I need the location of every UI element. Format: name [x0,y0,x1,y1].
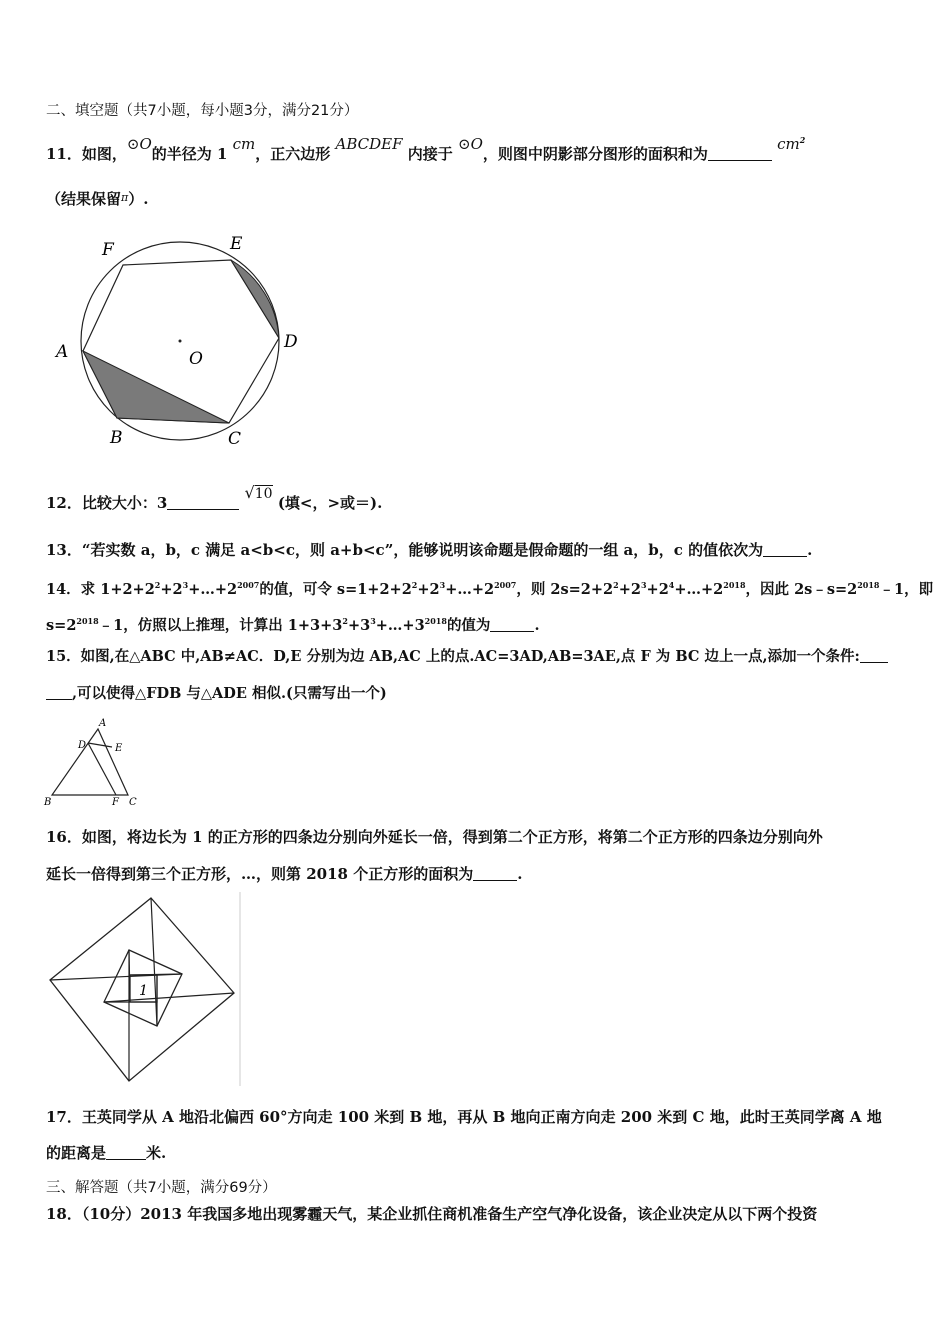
pi-symbol: π [121,191,129,204]
label-c: C [129,797,137,808]
q14-a: 14．求 1+2+2 [46,581,155,598]
question-17-line-1 [46,1107,882,1127]
q14-r: . [534,617,540,634]
question-14-line-2 [46,611,540,636]
q12-tail: (填<，>或＝). [277,494,383,512]
q14-f: +…+2 [445,581,495,598]
q14-n: ﹣1，仿照以上推理，计算出 1+3+3 [98,617,343,634]
segment-df [88,743,116,795]
unit-cm: cm [232,135,256,153]
q14-i: +2 [646,581,669,598]
q14-exp-4: 2 [411,580,418,590]
label-e: E [230,234,243,254]
q17-end: 米. [146,1144,167,1162]
q14-j: +…+2 [674,581,724,598]
q14-h: +2 [618,581,641,598]
q14-exp-12: 2018 [76,616,99,626]
q13-end: . [807,541,813,559]
question-16-line-2 [46,864,522,884]
q14-p: +…+3 [375,617,425,634]
q12-text: 12．比较大小：3 [46,494,168,512]
label-c: C [228,429,242,449]
label-e: E [115,743,123,754]
q17-line1: 17．王英同学从 A 地沿北偏西 60°方向走 100 米到 B 地，再从 B 地向正南方向走 200 米到 C 地，此时王英同学离 A 地 [46,1108,882,1126]
answer-blank-12 [167,495,239,510]
q16-end: . [517,865,523,883]
radicand: 10 [254,486,273,502]
question-15-line-2 [46,684,387,704]
label-a: A [99,718,107,729]
q15-line1: 15．如图,在△ABC 中,AB≠AC．D,E 分别为边 AB,AC 上的点.AC=3AD,AB=3AE,点 F 为 BC 边上一点,添加一个条件: [46,648,860,665]
q14-exp-5: 3 [439,580,446,590]
q14-exp-11: 2018 [857,580,880,590]
question-16-line-1 [46,827,823,847]
label-d: D [284,332,298,352]
question-14-line-1 [46,575,933,600]
q14-exp-3: 2007 [237,580,260,590]
label-1: 1 [139,983,148,999]
answer-blank-11 [708,146,772,161]
question-12 [46,483,383,514]
q14-o: +3 [347,617,371,634]
figure-16-nested-squares [46,892,242,1088]
q14-m: s=2 [46,617,77,634]
hexagon-name: ABCDEF [335,135,403,153]
section-2-heading: 二、填空题（共7小题，每小题3分，满分21分） [46,103,359,119]
answer-blank-14 [490,617,534,632]
radical-sign: √ [244,483,255,502]
q16-line2: 延长一倍得到第三个正方形，…，则第 2018 个正方形的面积为 [46,865,474,883]
q15-line2: ,可以使得△FDB 与△ADE 相似.(只需写出一个) [72,685,387,702]
answer-blank-15b [46,685,72,700]
q14-exp-10: 2018 [723,580,746,590]
question-18: 18．（10分）2013 年我国多地出现雾霾天气，某企业抓住商机准备生产空气净化设备，该企业决定从以下两个投资 [46,1205,818,1223]
question-13 [46,540,812,560]
q11-text-a: 的半径为 1 [151,145,228,163]
label-b: B [44,797,52,808]
sqrt-10 [245,484,273,502]
q11-number: 11．如图， [46,145,127,163]
q11-text-d: ，则图中阴影部分图形的面积和为 [482,145,708,163]
figure-11-hexagon-in-circle [50,230,310,450]
unit-cm2-exponent: 2 [799,135,806,145]
q14-exp-1: 2 [154,580,161,590]
q14-d: 的值，可令 s=1+2+2 [259,581,412,598]
answer-blank-15a [860,648,888,663]
shaded-triangle-abc [83,351,229,423]
q14-exp-13: 2 [342,616,348,626]
label-a: A [56,342,69,362]
answer-blank-17 [106,1145,146,1160]
q14-q: 的值为 [446,617,491,634]
question-11-line-1 [46,135,806,164]
center-point-o [179,340,182,343]
triangle-abc [52,729,128,795]
answer-blank-16 [473,866,517,881]
q14-exp-7: 2 [613,580,619,590]
question-15-line-1 [46,647,888,667]
q11-line2-b: ）. [128,190,149,208]
label-f: F [112,797,119,808]
segment-de [88,743,112,747]
unit-cm2: $cm^2$ [777,135,806,153]
question-17-line-2 [46,1143,166,1163]
label-d: D [78,740,87,751]
section-3-heading: 三、解答题（共7小题，满分69分） [46,1180,277,1196]
q14-k: ，因此 2s﹣s=2 [745,581,858,598]
label-b: B [110,428,123,448]
q14-l: ﹣1，即 [879,581,934,598]
q13-text: 13．“若实数 a，b，c 满足 a<b<c，则 a+b<c”，能够说明该命题是假命题的一组 a，b，c 的值依次为 [46,541,764,559]
circle-o-symbol-2: ⊙O [458,135,483,153]
label-f: F [102,240,114,260]
circle-o-symbol: ⊙O [126,135,152,153]
q14-e: +2 [417,581,440,598]
q14-exp-14: 3 [370,616,376,626]
q14-g: ，则 2s=2+2 [516,581,614,598]
q14-exp-8: 3 [640,580,647,590]
q14-exp-9: 4 [668,580,675,590]
question-11-line-2 [46,189,148,211]
q14-b: +2 [160,581,183,598]
q14-c: +…+2 [188,581,238,598]
q14-exp-15: 2018 [424,616,447,626]
figure-15-triangle [42,716,152,811]
q14-exp-6: 2007 [494,580,517,590]
q17-line2: 的距离是 [46,1144,107,1162]
q16-line1: 16．如图，将边长为 1 的正方形的四条边分别向外延长一倍，得到第二个正方形，将第二个正方形的四条边分别向外 [46,828,823,846]
q11-text-c: 内接于 [407,145,453,163]
q11-line2-a: （结果保留 [46,190,122,208]
q14-exp-2: 3 [182,580,189,590]
answer-blank-13 [763,542,807,557]
label-o: O [189,349,203,369]
shaded-segment-ed [231,260,279,338]
q11-text-b: ，正六边形 [255,145,331,163]
